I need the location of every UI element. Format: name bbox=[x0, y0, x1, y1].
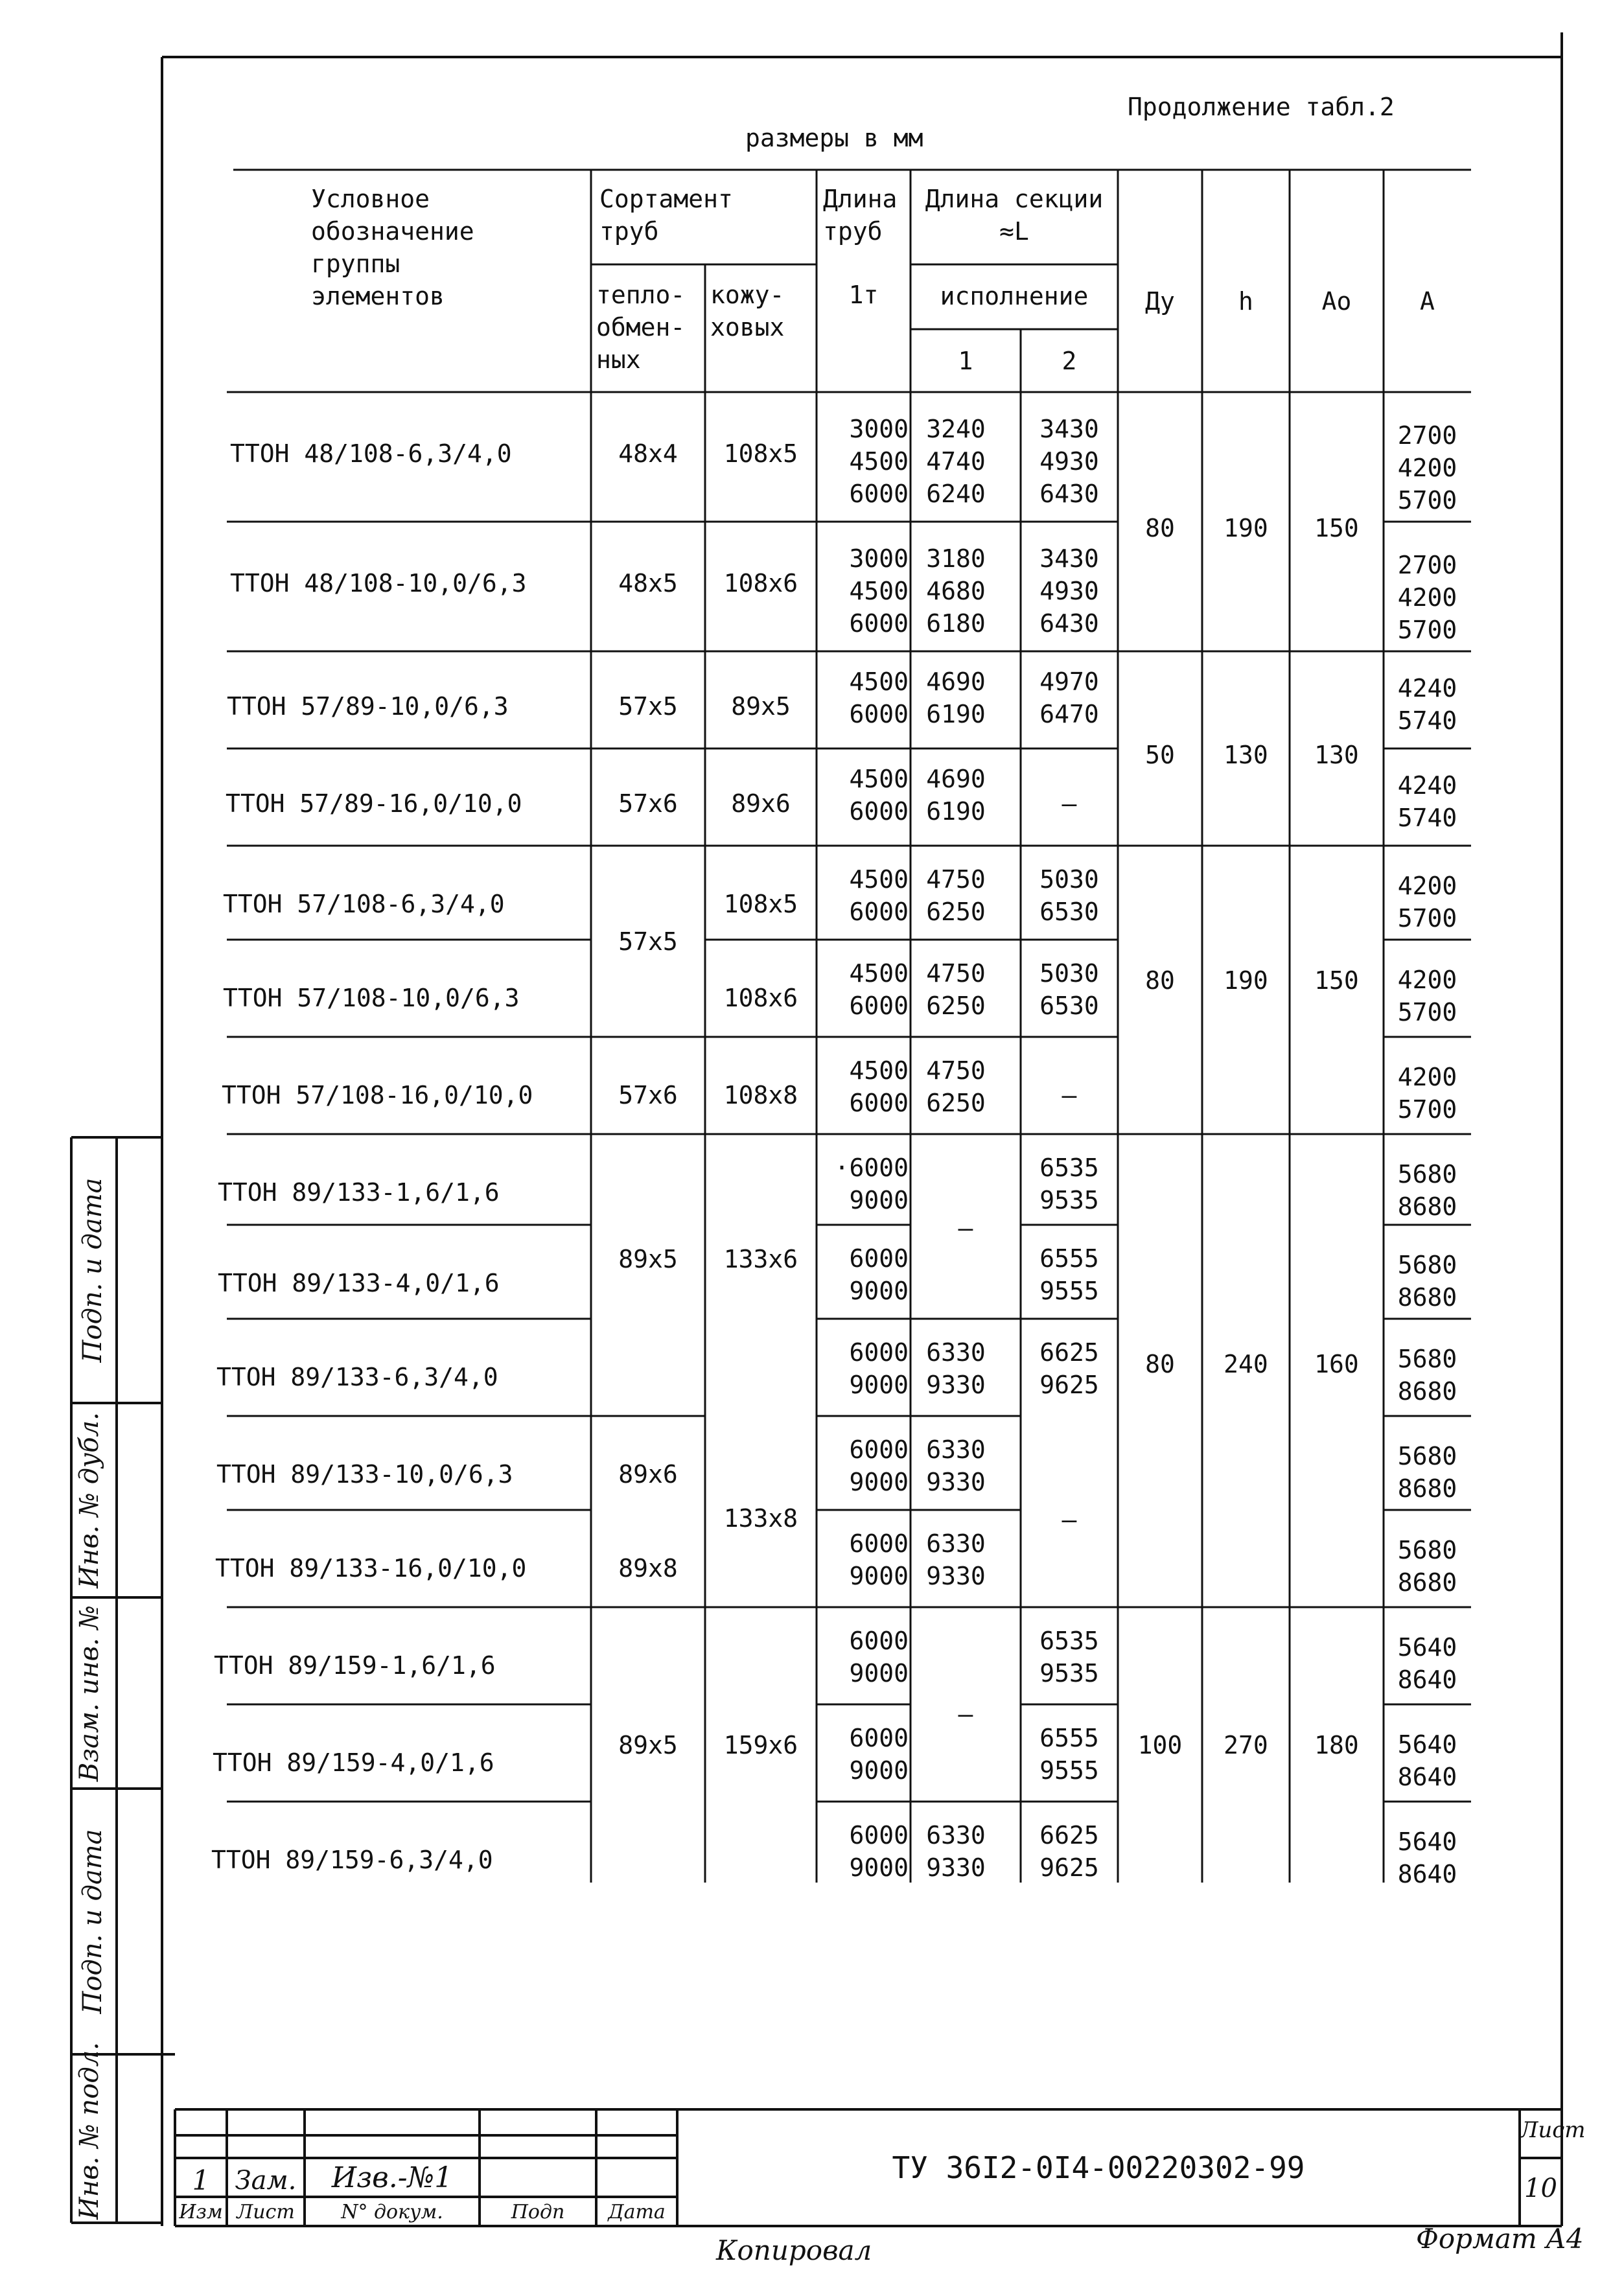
header-du: Ду bbox=[1145, 287, 1175, 316]
cell-e1: 6330 9330 bbox=[926, 1529, 986, 1590]
rev-doc: Изв.-№1 bbox=[331, 2161, 453, 2194]
g5-ao: 180 bbox=[1314, 1731, 1359, 1759]
header-lt: 1т bbox=[848, 281, 879, 309]
cell-a: 4200 5700 bbox=[1397, 872, 1457, 933]
g1-h: 190 bbox=[1224, 514, 1268, 542]
side-inv-dup: Инв. № дубл. bbox=[75, 1412, 104, 1588]
cell-shell: 89х5 bbox=[731, 692, 791, 721]
col-list: Лист bbox=[237, 2201, 295, 2223]
cell-shell: 108х8 bbox=[723, 1081, 798, 1109]
header-exec1: 1 bbox=[958, 347, 973, 375]
merged-shell-133-b: 133х8 bbox=[723, 1504, 798, 1533]
cell-lt: 4500 6000 bbox=[849, 865, 909, 926]
row-name: ТТОН 57/108-6,3/4,0 bbox=[223, 890, 505, 918]
g1-ao: 150 bbox=[1314, 514, 1359, 542]
cell-heat: 57х6 bbox=[618, 1081, 678, 1109]
rev-number: 1 bbox=[192, 2164, 210, 2196]
side-sign-date-1: Подп. и дата bbox=[78, 1177, 108, 1363]
cell-e1: 4690 6190 bbox=[926, 765, 986, 826]
merged-dash-e2-133: – bbox=[1061, 1505, 1077, 1534]
cell-a: 5640 8640 bbox=[1397, 1827, 1457, 1888]
copied-label: Копировал bbox=[716, 2234, 872, 2266]
g5-h: 270 bbox=[1224, 1731, 1268, 1759]
cell-heat: 57х5 bbox=[618, 692, 678, 721]
cell-a: 2700 4200 5700 bbox=[1397, 421, 1457, 515]
g4-du: 80 bbox=[1145, 1350, 1175, 1378]
merged-shell-133-a: 133х6 bbox=[723, 1245, 798, 1273]
cell-e1: 6330 9330 bbox=[926, 1821, 986, 1882]
cell-e1: 3180 4680 6180 bbox=[926, 544, 986, 638]
cell-e1: 4750 6250 bbox=[926, 1056, 986, 1117]
header-exec2: 2 bbox=[1061, 347, 1077, 375]
row-name: ТТОН 89/159-1,6/1,6 bbox=[214, 1651, 496, 1680]
row-name: ТТОН 48/108-6,3/4,0 bbox=[230, 439, 512, 468]
g2-h: 130 bbox=[1224, 741, 1268, 769]
cell-e2: 3430 4930 6430 bbox=[1039, 544, 1099, 638]
g1-du: 80 bbox=[1145, 514, 1175, 542]
cell-heat: 89х6 bbox=[618, 1460, 678, 1489]
col-sign: Подп bbox=[511, 2201, 565, 2223]
sheet-number: 10 bbox=[1524, 2174, 1557, 2203]
cell-shell: 108х6 bbox=[723, 984, 798, 1012]
cell-e2: 6555 9555 bbox=[1039, 1244, 1099, 1305]
cell-shell: 108х6 bbox=[723, 569, 798, 597]
cell-e1: 6330 9330 bbox=[926, 1338, 986, 1399]
cell-e1: 4750 6250 bbox=[926, 959, 986, 1020]
cell-lt: 6000 9000 bbox=[849, 1627, 909, 1688]
g3-h: 190 bbox=[1224, 966, 1268, 995]
cell-a: 5680 8680 bbox=[1397, 1251, 1457, 1312]
merged-dash-e1-133: – bbox=[958, 1214, 973, 1242]
row-name: ТТОН 89/133-16,0/10,0 bbox=[215, 1554, 527, 1583]
g2-ao: 130 bbox=[1314, 741, 1359, 769]
col-doc: N° докум. bbox=[341, 2201, 443, 2223]
cell-e1: 3240 4740 6240 bbox=[926, 415, 986, 508]
rev-sheet: Зам. bbox=[235, 2166, 297, 2196]
side-inv-orig: Инв. № подл. bbox=[75, 2042, 104, 2220]
cell-e2: – bbox=[1061, 1081, 1077, 1109]
cell-e2: – bbox=[1061, 789, 1077, 818]
header-execution: исполнение bbox=[940, 282, 1089, 310]
cell-lt: 6000 9000 bbox=[849, 1529, 909, 1590]
cell-lt: 4500 6000 bbox=[849, 667, 909, 728]
cell-lt: ·6000 9000 bbox=[834, 1154, 909, 1214]
row-name: ТТОН 57/89-10,0/6,3 bbox=[227, 692, 509, 721]
g4-ao: 160 bbox=[1314, 1350, 1359, 1378]
cell-lt: 3000 4500 6000 bbox=[849, 544, 909, 638]
cell-a: 4200 5700 bbox=[1397, 1063, 1457, 1124]
cell-e1: 4750 6250 bbox=[926, 865, 986, 926]
cell-a: 5640 8640 bbox=[1397, 1730, 1457, 1791]
row-name: ТТОН 89/133-10,0/6,3 bbox=[216, 1460, 513, 1489]
row-name: ТТОН 57/108-10,0/6,3 bbox=[223, 984, 520, 1012]
cell-a: 4240 5740 bbox=[1397, 771, 1457, 832]
row-name: ТТОН 89/133-1,6/1,6 bbox=[218, 1178, 500, 1207]
cell-lt: 4500 6000 bbox=[849, 959, 909, 1020]
merged-heat-89-159: 89х5 bbox=[618, 1731, 678, 1759]
cell-lt: 6000 9000 bbox=[849, 1821, 909, 1882]
g2-du: 50 bbox=[1145, 741, 1175, 769]
cell-e2: 6625 9625 bbox=[1039, 1821, 1099, 1882]
g3-du: 80 bbox=[1145, 966, 1175, 995]
merged-shell-159: 159х6 bbox=[723, 1731, 798, 1759]
cell-e2: 6555 9555 bbox=[1039, 1724, 1099, 1785]
cell-e1: 4690 6190 bbox=[926, 667, 986, 728]
cell-lt: 6000 9000 bbox=[849, 1724, 909, 1785]
merged-dash-e1-159: – bbox=[958, 1700, 973, 1728]
cell-e2: 3430 4930 6430 bbox=[1039, 415, 1099, 508]
cell-lt: 4500 6000 bbox=[849, 1056, 909, 1117]
cell-e1: 6330 9330 bbox=[926, 1435, 986, 1496]
header-group: Условное обозначение группы элементов bbox=[311, 185, 474, 310]
g3-ao: 150 bbox=[1314, 966, 1359, 995]
g4-h: 240 bbox=[1224, 1350, 1268, 1378]
continuation-label: Продолжение табл.2 bbox=[1128, 93, 1395, 121]
header-ao: Ао bbox=[1321, 287, 1352, 316]
cell-a: 2700 4200 5700 bbox=[1397, 551, 1457, 644]
col-izm: Изм bbox=[179, 2201, 223, 2223]
cell-shell: 108х5 bbox=[723, 439, 798, 468]
header-h: h bbox=[1238, 287, 1253, 316]
sheet-label: Лист bbox=[1520, 2117, 1586, 2143]
cell-a: 5680 8680 bbox=[1397, 1442, 1457, 1503]
cell-e2: 4970 6470 bbox=[1039, 667, 1099, 728]
merged-heat-89-133: 89х5 bbox=[618, 1245, 678, 1273]
row-name: ТТОН 89/159-4,0/1,6 bbox=[213, 1748, 494, 1777]
header-shell: кожу- ховых bbox=[710, 281, 785, 342]
header-section: Длина секции ≈L bbox=[925, 185, 1104, 246]
cell-a: 5640 8640 bbox=[1397, 1633, 1457, 1694]
cell-lt: 6000 9000 bbox=[849, 1338, 909, 1399]
cell-a: 4200 5700 bbox=[1397, 966, 1457, 1027]
units-label: размеры в мм bbox=[745, 124, 923, 152]
cell-lt: 6000 9000 bbox=[849, 1244, 909, 1305]
cell-heat: 48х5 bbox=[618, 569, 678, 597]
row-name: ТТОН 89/159-6,3/4,0 bbox=[211, 1846, 493, 1874]
cell-a: 5680 8680 bbox=[1397, 1536, 1457, 1597]
g5-du: 100 bbox=[1137, 1731, 1183, 1759]
row-name: ТТОН 89/133-4,0/1,6 bbox=[218, 1269, 500, 1297]
doc-number: ТУ 36I2-0I4-00220302-99 bbox=[892, 2150, 1305, 2185]
header-a: A bbox=[1420, 287, 1435, 316]
side-replace-inv: Взам. инв. № bbox=[75, 1605, 104, 1782]
header-sortament: Сортамент труб bbox=[599, 185, 733, 246]
cell-e2: 5030 6530 bbox=[1039, 959, 1099, 1020]
cell-e2: 6625 9625 bbox=[1039, 1338, 1099, 1399]
cell-e2: 5030 6530 bbox=[1039, 865, 1099, 926]
cell-shell: 108х5 bbox=[723, 890, 798, 918]
cell-lt: 4500 6000 bbox=[849, 765, 909, 826]
cell-a: 5680 8680 bbox=[1397, 1345, 1457, 1406]
header-heat: тепло- обмен- ных bbox=[596, 281, 686, 374]
format-label: Формат А4 bbox=[1416, 2223, 1584, 2255]
cell-e2: 6535 9535 bbox=[1039, 1627, 1099, 1688]
row-name: ТТОН 48/108-10,0/6,3 bbox=[230, 569, 527, 597]
row-name: ТТОН 57/108-16,0/10,0 bbox=[222, 1081, 533, 1109]
cell-shell: 89х6 bbox=[731, 789, 791, 818]
row-name: ТТОН 57/89-16,0/10,0 bbox=[226, 789, 522, 818]
row-name: ТТОН 89/133-6,3/4,0 bbox=[216, 1363, 498, 1391]
cell-lt: 6000 9000 bbox=[849, 1435, 909, 1496]
header-length-pipes: Длина труб bbox=[823, 185, 898, 246]
cell-a: 4240 5740 bbox=[1397, 674, 1457, 735]
col-date: Дата bbox=[608, 2201, 666, 2223]
merged-heat-57: 57х5 bbox=[618, 927, 678, 956]
cell-heat: 48х4 bbox=[618, 439, 678, 468]
cell-a: 5680 8680 bbox=[1397, 1160, 1457, 1221]
cell-heat: 57х6 bbox=[618, 789, 678, 818]
cell-e2: 6535 9535 bbox=[1039, 1154, 1099, 1214]
side-sign-date-2: Подп. и дата bbox=[78, 1829, 108, 2014]
cell-heat: 89х8 bbox=[618, 1554, 678, 1583]
cell-lt: 3000 4500 6000 bbox=[849, 415, 909, 508]
